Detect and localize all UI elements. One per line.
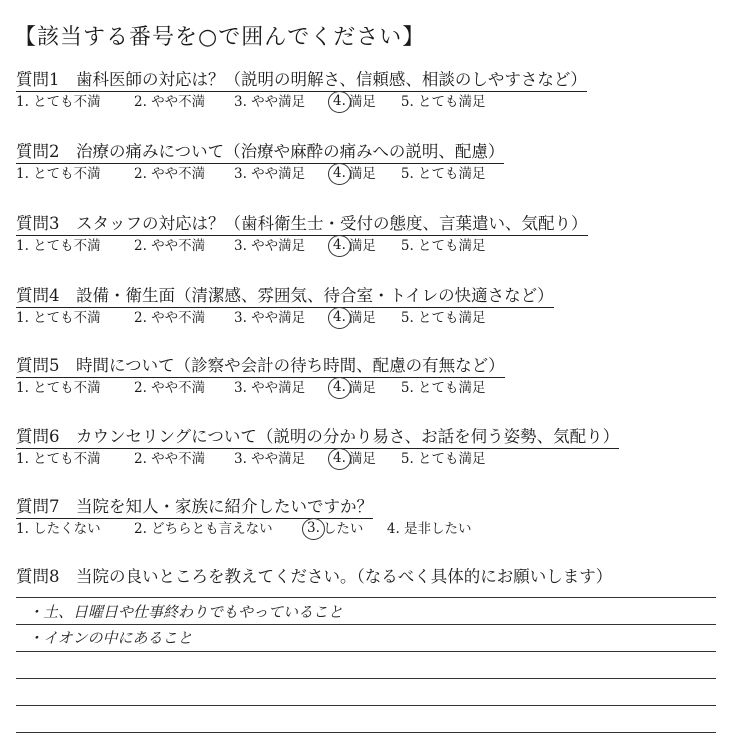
option-4-circled[interactable]: 4. <box>328 235 351 257</box>
option-4-circled[interactable]: 4. <box>328 307 351 329</box>
question-title: 質問7 当院を知人・家族に紹介したいですか？ <box>16 497 373 519</box>
question-4 <box>16 286 706 327</box>
option-row <box>16 450 706 468</box>
form-header: 【該当する番号を○で囲んでください】 <box>14 25 426 50</box>
question-title: 質問3 スタッフの対応は？（歯科衛生士・受付の態度、言葉遣い、気配り） <box>16 214 588 236</box>
question-6 <box>16 427 706 468</box>
option-1[interactable]: 1. とても不満 <box>16 94 101 110</box>
question-3 <box>16 214 706 255</box>
option-3[interactable]: 3. やや満足 <box>234 310 306 326</box>
question-title: 質問6 カウンセリングについて（説明の分かり易さ、お話を伺う姿勢、気配り） <box>16 427 619 449</box>
option-2[interactable]: 2. やや不満 <box>134 380 206 396</box>
option-5[interactable]: 5. とても満足 <box>400 451 486 467</box>
question-1 <box>16 70 706 111</box>
question-title: 質問4 設備・衛生面（清潔感、雰囲気、待合室・トイレの快適さなど） <box>16 286 554 308</box>
question-title: 質問1 歯科医師の対応は？（説明の明解さ、信頼感、相談のしやすさなど） <box>16 70 587 92</box>
option-4-label: 満足 <box>348 380 376 396</box>
option-3[interactable]: 3. やや満足 <box>234 380 306 396</box>
option-row <box>16 237 706 255</box>
option-3[interactable]: 3. やや満足 <box>234 451 306 467</box>
option-5[interactable]: 5. とても満足 <box>400 380 486 396</box>
option-2[interactable]: 2. どちらとも言えない <box>134 521 273 537</box>
option-row <box>16 520 706 538</box>
option-4-label: 満足 <box>348 166 376 182</box>
option-4-circled[interactable]: 4. <box>328 163 351 185</box>
option-3-label: したい <box>322 521 364 537</box>
option-4-circled[interactable]: 4. <box>328 377 351 399</box>
answer-line <box>16 678 716 679</box>
answer-line <box>16 597 716 598</box>
option-1[interactable]: 1. とても不満 <box>16 310 101 326</box>
option-2[interactable]: 2. やや不満 <box>134 94 206 110</box>
answer-line <box>16 732 716 733</box>
option-4-label: 満足 <box>348 238 376 254</box>
option-1[interactable]: 1. とても不満 <box>16 380 101 396</box>
option-3-circled[interactable]: 3. <box>302 518 325 540</box>
question-title: 質問8 当院の良いところを教えてください。（なるべく具体的にお願いします） <box>16 567 613 586</box>
option-2[interactable]: 2. やや不満 <box>134 238 206 254</box>
option-2[interactable]: 2. やや不満 <box>134 310 206 326</box>
option-4-label: 満足 <box>348 310 376 326</box>
option-4-label: 満足 <box>348 94 376 110</box>
answer-line <box>16 705 716 706</box>
question-5 <box>16 356 706 397</box>
handwritten-answer-1[interactable]: ・土、日曜日や仕事終わりでもやっていること <box>28 603 344 621</box>
option-row <box>16 379 706 397</box>
option-3[interactable]: 3. やや満足 <box>234 94 306 110</box>
question-8 <box>16 567 706 588</box>
option-5[interactable]: 5. とても満足 <box>400 238 486 254</box>
question-title: 質問2 治療の痛みについて（治療や麻酔の痛みへの説明、配慮） <box>16 142 504 164</box>
option-2[interactable]: 2. やや不満 <box>134 166 206 182</box>
handwritten-answer-2[interactable]: ・イオンの中にあること <box>28 629 193 647</box>
option-5[interactable]: 5. とても満足 <box>400 94 486 110</box>
answer-line <box>16 624 716 625</box>
option-5[interactable]: 5. とても満足 <box>400 310 486 326</box>
option-row <box>16 93 706 111</box>
option-1[interactable]: 1. とても不満 <box>16 166 101 182</box>
option-4-label: 満足 <box>348 451 376 467</box>
option-2[interactable]: 2. やや不満 <box>134 451 206 467</box>
option-4-circled[interactable]: 4. <box>328 91 351 113</box>
option-3[interactable]: 3. やや満足 <box>234 238 306 254</box>
question-title: 質問5 時間について（診察や会計の待ち時間、配慮の有無など） <box>16 356 505 378</box>
option-1[interactable]: 1. したくない <box>16 521 101 537</box>
option-4-circled[interactable]: 4. <box>328 448 351 470</box>
question-2 <box>16 142 706 183</box>
option-row <box>16 165 706 183</box>
option-1[interactable]: 1. とても不満 <box>16 451 101 467</box>
question-7 <box>16 497 706 538</box>
answer-line <box>16 651 716 652</box>
option-1[interactable]: 1. とても不満 <box>16 238 101 254</box>
option-3[interactable]: 3. やや満足 <box>234 166 306 182</box>
option-4[interactable]: 4. 是非したい <box>386 521 472 537</box>
option-5[interactable]: 5. とても満足 <box>400 166 486 182</box>
option-row <box>16 309 706 327</box>
